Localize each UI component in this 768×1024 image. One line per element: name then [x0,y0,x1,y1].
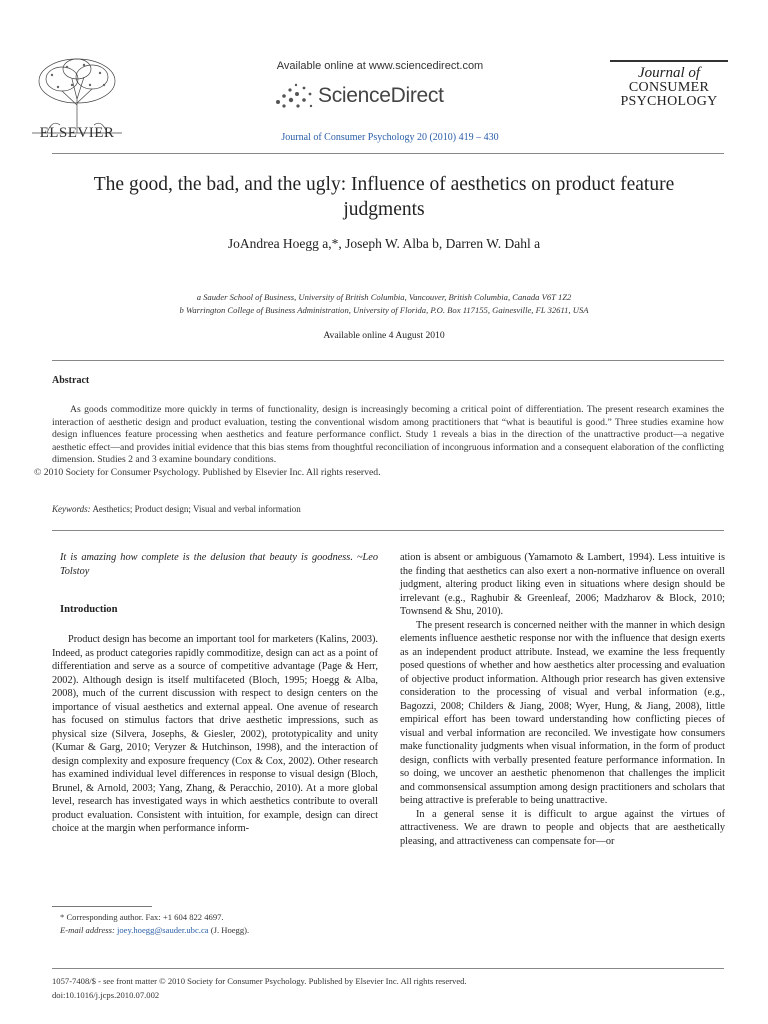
affiliation-b: b Warrington College of Business Administration, University of Florida, P.O. Box 117155, Gainesville, FL 32611, USA [179,305,589,315]
available-online-date: Available online 4 August 2010 [323,330,445,341]
sciencedirect-wordmark: ScienceDirect [318,84,444,107]
email-footnote [60,925,380,935]
email-suffix: (J. Hoegg). [210,925,250,935]
abstract-heading: Abstract [52,375,90,386]
journal-logo-line3: PSYCHOLOGY [620,94,718,109]
right-column [400,551,725,848]
sciencedirect-logo[interactable] [272,80,492,114]
footer-divider [52,968,724,969]
right-paragraph-1: ation is absent or ambiguous (Yamamoto & Lambert, 1994). Less intuitive is the finding that aesthetics can also exert a non-normative influence on overall judgment, altering product liking even in situations where design should be irrelevant (e.g., Raghubir & Greenleaf, 2006; Madzharov & Block, 2010; Townsend & Shu, 2010). [400,552,725,617]
journal-logo-line2: CONSUMER [628,80,710,95]
article-title: The good, the bad, and the ugly: Influence of aesthetics on product feature judgments [93,174,675,220]
sciencedirect-dots-icon [272,82,316,112]
header-divider [52,153,724,154]
corresponding-author-note: * Corresponding author. Fax: +1 604 822 4697. [60,912,224,922]
issn-line: 1057-7408/$ - see front matter © 2010 Society for Consumer Psychology. Published by Elsevier Inc. All rights reserved. [52,976,467,986]
abstract-bottom-divider [52,530,724,531]
abstract-body [34,404,724,480]
keywords-values: Aesthetics; Product design; Visual and verbal information [92,504,301,514]
journal-logo-line1: Journal of [637,65,701,81]
author-email-link[interactable]: joey.hoegg@sauder.ubc.ca [116,925,209,935]
epigraph: It is amazing how complete is the delusion that beauty is goodness. ~Leo Tolstoy [60,552,378,577]
abstract-top-divider [52,360,724,361]
abstract-copyright: © 2010 Society for Consumer Psychology. Published by Elsevier Inc. All rights reserved. [34,466,381,478]
available-online-at[interactable]: Available online at www.sciencedirect.com [276,60,484,72]
footnote-divider [52,906,152,907]
journal-logo [610,60,728,118]
journal-citation-link[interactable]: Journal of Consumer Psychology 20 (2010) 419 – 430 [281,132,499,143]
introduction-heading: Introduction [60,604,118,615]
left-column [52,633,378,836]
keywords-line [52,504,724,514]
keywords-label: Keywords: [52,504,91,514]
doi-link[interactable]: doi:10.1016/j.jcps.2010.07.002 [52,990,160,1000]
right-paragraph-3: In a general sense it is difficult to argue against the virtues of attractiveness. We are drawn to people and objects that are aesthetically pleasing, and attractiveness can compensate for—or [400,808,725,847]
email-label: E-mail address: [60,925,115,935]
publisher-name: ELSEVIER [39,125,115,141]
abstract-text: As goods commoditize more quickly in terms of functionality, design is increasingly becoming a critical point of differentiation. The present research examines the interaction of aesthetic design and product evaluation, testing the conventional wisdom among practitioners that “what is beautiful is good.” Three studies examine how design influences feature processing when aesthetics and feature performance conflict. Study 1 reveals a bias in the direction of the unattractive product—a negative aesthetic effect—and provides initial evidence that this bias stems from thoughtful reconciliation of incongruous information and a consequent elaboration of the conflicting dimension. Studies 2 and 3 examine boundary conditions. [52,404,724,466]
right-paragraph-2: The present research is concerned neither with the manner in which design elements influence aesthetic response nor with the influence that design exerts as an independent product attribute. Instead, we examine the less frequently posed questions of whether and how aesthetics alter processing and evaluation of objective product information. Although prior research has given extensive consideration to the processing of visual and verbal information (e.g., Bagozzi, 2008; Childers & Jiang, 2008; Wyer, Hung, & Jiang, 2008), little empirical effort has been toward understanding how conflicting pieces of visual and verbal information are reconciled. We investigate how consumers make functionality judgments when visual information, in the form of product design, conflicts with verbally presented feature performance information. In so doing, we uncover an aesthetic phenomenon that challenges the implicit and commonsensical assumption among design practitioners and scholars that being attractive is preferable to being unattractive. [400,619,725,806]
left-paragraph: Product design has become an important tool for marketers (Kalins, 2003). Indeed, as product categories rapidly commoditize, design can act as a point of differentiation and serve as a source of competitive advantage (Page & Herr, 2002). Although design is itself multifaceted (Bloch, 1995; Hoegg & Alba, 2008), much of the current discussion with respect to design centers on the importance of visual aesthetics and external appeal. One avenue of research has focused on stimulus factors that drive aesthetic impressions, such as physical size (Silvera, Josephs, & Giesler, 2002), prototypicality and unity (Kumar & Garg, 2010; Veryzer & Hutchinson, 1998), and the interaction of design complexity and exposure frequency (Cox & Cox, 2002). Other research has examined individual level differences in response to visual design (Bloch, Brunel, & Arnold, 2003; Yang, Zhang, & Peracchio, 2010). At a more global level, research has investigated ways in which aesthetics contribute to overall product evaluation. Consistent with intuition, for example, design can direct choice at the margin when performance inform- [52,634,378,834]
author-list: JoAndrea Hoegg a,*, Joseph W. Alba b, Darren W. Dahl a [227,236,541,251]
affiliation-a: a Sauder School of Business, University of British Columbia, Vancouver, British Columbia, Canada V6T 1Z2 [196,292,572,302]
